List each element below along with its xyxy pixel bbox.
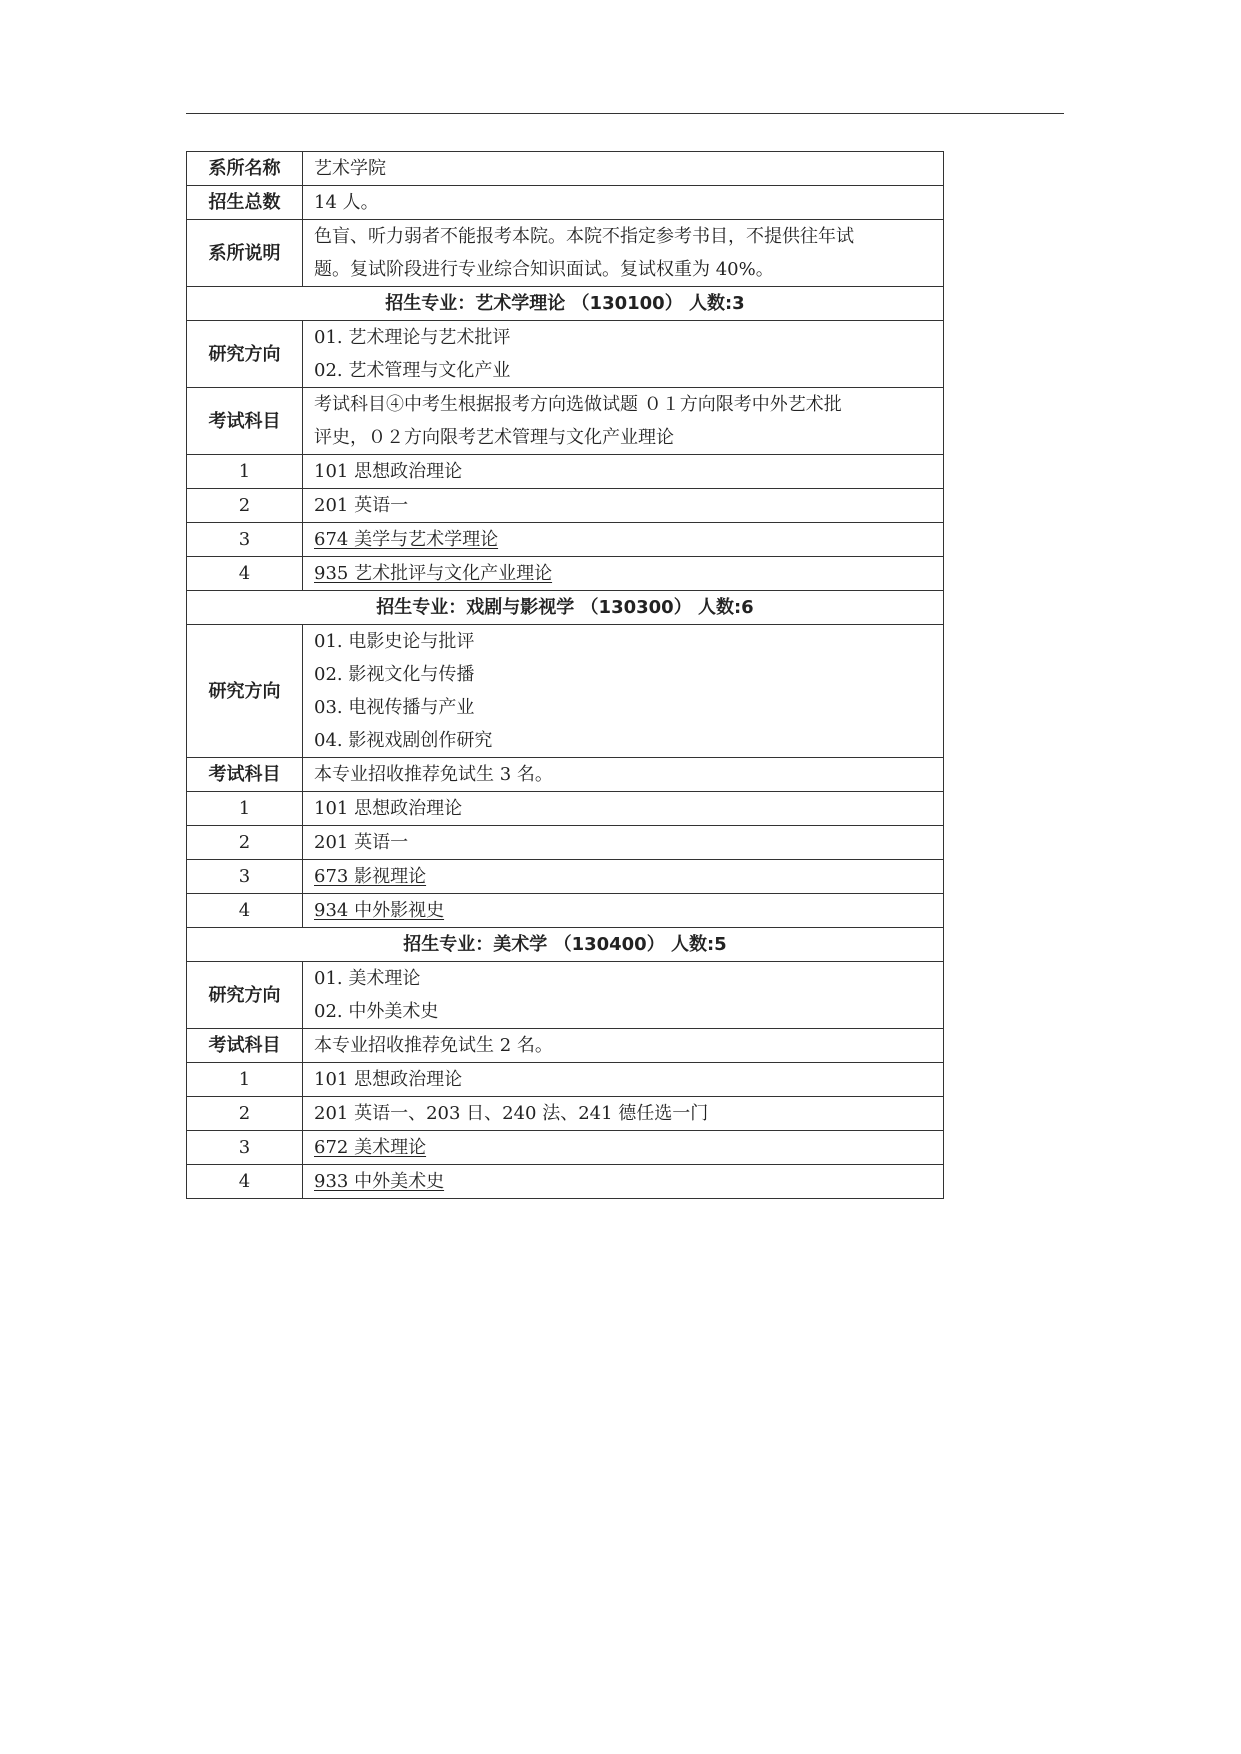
exam-label: 考试科目	[187, 1029, 303, 1063]
direction-item: 01. 电影史论与批评	[314, 631, 475, 652]
subject-row	[187, 489, 944, 523]
major-heading-row	[187, 287, 944, 321]
subject-name: 101 思想政治理论	[303, 455, 944, 489]
major-heading: 招生专业：戏剧与影视学 （130300） 人数:6	[187, 591, 944, 625]
subject-row	[187, 792, 944, 826]
admissions-table	[186, 151, 944, 1199]
exam-label: 考试科目	[187, 758, 303, 792]
subject-row	[187, 860, 944, 894]
major-heading-row	[187, 928, 944, 962]
subject-name: 201 英语一	[303, 489, 944, 523]
subject-number: 1	[187, 1063, 303, 1097]
direction-item: 01. 美术理论	[314, 968, 421, 989]
total-value: 14 人。	[303, 186, 944, 220]
direction-label: 研究方向	[187, 625, 303, 758]
major-heading-row	[187, 591, 944, 625]
exam-row	[187, 1029, 944, 1063]
dept-desc-label: 系所说明	[187, 220, 303, 287]
subject-cell	[303, 523, 944, 557]
direction-label: 研究方向	[187, 962, 303, 1029]
direction-row	[187, 321, 944, 388]
direction-item: 01. 艺术理论与艺术批评	[314, 327, 511, 348]
subject-name: 201 英语一、203 日、240 法、241 德任选一门	[303, 1097, 944, 1131]
direction-item: 03. 电视传播与产业	[314, 697, 475, 718]
total-row	[187, 186, 944, 220]
subject-name: 101 思想政治理论	[303, 792, 944, 826]
subject-number: 3	[187, 860, 303, 894]
dept-desc-line: 题。复试阶段进行专业综合知识面试。复试权重为 40%。	[314, 259, 774, 280]
subject-row	[187, 557, 944, 591]
subject-row	[187, 894, 944, 928]
subject-number: 4	[187, 894, 303, 928]
dept-name-row	[187, 152, 944, 186]
subject-number: 4	[187, 1165, 303, 1199]
subject-cell	[303, 860, 944, 894]
exam-row	[187, 758, 944, 792]
subject-row	[187, 1131, 944, 1165]
subject-cell	[303, 1131, 944, 1165]
direction-row	[187, 962, 944, 1029]
exam-label: 考试科目	[187, 388, 303, 455]
subject-number: 2	[187, 1097, 303, 1131]
subject-row	[187, 1165, 944, 1199]
direction-item: 02. 影视文化与传播	[314, 664, 475, 685]
subject-link[interactable]: 672 美术理论	[314, 1137, 427, 1158]
subject-number: 3	[187, 523, 303, 557]
exam-note	[303, 388, 944, 455]
direction-label: 研究方向	[187, 321, 303, 388]
exam-note: 本专业招收推荐免试生 2 名。	[303, 1029, 944, 1063]
dept-desc-value	[303, 220, 944, 287]
subject-name: 101 思想政治理论	[303, 1063, 944, 1097]
dept-desc-line: 色盲、听力弱者不能报考本院。本院不指定参考书目，不提供往年试	[314, 226, 854, 247]
subject-number: 3	[187, 1131, 303, 1165]
direction-item: 04. 影视戏剧创作研究	[314, 730, 493, 751]
subject-number: 2	[187, 826, 303, 860]
direction-item: 02. 中外美术史	[314, 1001, 439, 1022]
subject-link[interactable]: 933 中外美术史	[314, 1171, 445, 1192]
subject-row	[187, 826, 944, 860]
total-label: 招生总数	[187, 186, 303, 220]
dept-name-label: 系所名称	[187, 152, 303, 186]
page-header-rule	[186, 113, 1064, 114]
exam-note-line: 评史，０２方向限考艺术管理与文化产业理论	[314, 427, 674, 448]
dept-desc-row	[187, 220, 944, 287]
direction-item: 02. 艺术管理与文化产业	[314, 360, 511, 381]
exam-row	[187, 388, 944, 455]
subject-link[interactable]: 934 中外影视史	[314, 900, 445, 921]
major-heading: 招生专业：美术学 （130400） 人数:5	[187, 928, 944, 962]
subject-name: 201 英语一	[303, 826, 944, 860]
subject-cell	[303, 894, 944, 928]
subject-number: 2	[187, 489, 303, 523]
major-heading: 招生专业：艺术学理论 （130100） 人数:3	[187, 287, 944, 321]
subject-cell	[303, 1165, 944, 1199]
subject-number: 1	[187, 455, 303, 489]
subject-link[interactable]: 674 美学与艺术学理论	[314, 529, 499, 550]
subject-cell	[303, 557, 944, 591]
exam-note-line: 考试科目④中考生根据报考方向选做试题 ０１方向限考中外艺术批	[314, 394, 842, 415]
subject-link[interactable]: 673 影视理论	[314, 866, 427, 887]
direction-list	[303, 625, 944, 758]
exam-note: 本专业招收推荐免试生 3 名。	[303, 758, 944, 792]
subject-number: 1	[187, 792, 303, 826]
subject-row	[187, 455, 944, 489]
subject-link[interactable]: 935 艺术批评与文化产业理论	[314, 563, 553, 584]
direction-list	[303, 962, 944, 1029]
direction-list	[303, 321, 944, 388]
subject-row	[187, 1063, 944, 1097]
dept-name-value: 艺术学院	[303, 152, 944, 186]
subject-row	[187, 1097, 944, 1131]
subject-number: 4	[187, 557, 303, 591]
direction-row	[187, 625, 944, 758]
subject-row	[187, 523, 944, 557]
